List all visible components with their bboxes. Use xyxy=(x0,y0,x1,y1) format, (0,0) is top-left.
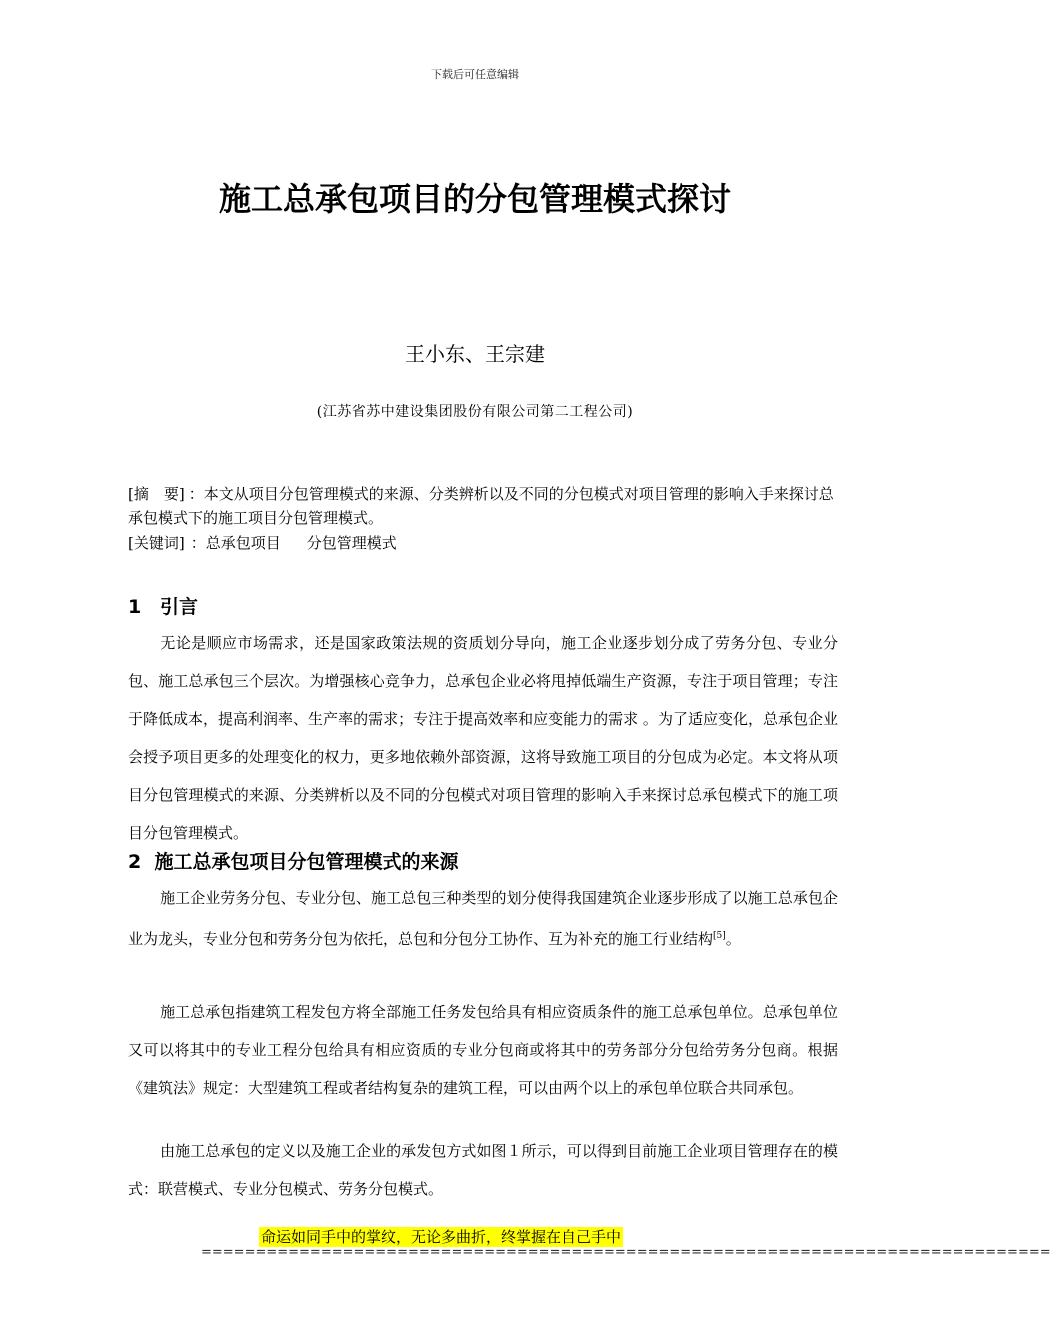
citation-ref: [5] xyxy=(713,931,726,941)
section2-paragraph-2 xyxy=(128,993,838,1107)
section2-paragraph-1 xyxy=(128,879,838,958)
section-heading-1 xyxy=(128,592,198,619)
header-note: 下载后可任意编辑 xyxy=(431,68,519,81)
affiliation: (江苏省苏中建设集团股份有限公司第二工程公司) xyxy=(316,404,634,420)
section2-paragraph-3 xyxy=(128,1132,838,1208)
section-title: 引言 xyxy=(160,596,199,618)
keywords-label: [关键词] xyxy=(128,534,185,552)
paragraph-end: 。 xyxy=(725,930,741,948)
paragraph-text: 施工总承包指建筑工程发包方将全部施工任务发包给具有相应资质条件的施工总承包单位。总承包单位又可以将其中的专业工程分包给具有相应资质的专业分包商或将其中的劳务部分分包给劳务分包商。根据《建筑法》规定：大型建筑工程或者结构复杂的建筑工程，可以由两个以上的承包单位联合共同承包。 xyxy=(128,1003,838,1097)
section-heading-2 xyxy=(128,847,458,874)
abstract-text: ：本文从项目分包管理模式的来源、分类辨析以及不同的分包模式对项目管理的影响入手来探讨总承包模式下的施工项目分包管理模式。 xyxy=(128,485,834,527)
paper-title: 施工总承包项目的分包管理模式探讨 xyxy=(218,180,731,218)
paragraph-text: 施工企业劳务分包、专业分包、施工总包三种类型的划分使得我国建筑企业逐步形成了以施工总承包企业为龙头，专业分包和劳务分包为依托，总包和分包分工协作、互为补充的施工行业结构 xyxy=(128,889,838,948)
abstract xyxy=(128,482,838,530)
footer-rule: ============================================================================== xyxy=(201,1245,1051,1260)
authors: 王小东、王宗建 xyxy=(405,342,545,366)
footer-highlight: 命运如同手中的掌纹，无论多曲折，终掌握在自己手中 xyxy=(261,1228,622,1246)
section-number: 1 xyxy=(128,596,142,618)
section-number: 2 xyxy=(128,851,142,873)
keyword-2: 分包管理模式 xyxy=(306,534,397,552)
section-title: 施工总承包项目分包管理模式的来源 xyxy=(154,851,459,873)
keywords-sep: ： xyxy=(190,534,206,552)
paragraph-text: 无论是顺应市场需求，还是国家政策法规的资质划分导向，施工企业逐步划分成了劳务分包、专业分包、施工总承包三个层次。为增强核心竞争力，总承包企业必将甩掉低端生产资源，专注于项目管理；专注于降低成本，提高利润率、生产率的需求；专注于提高效率和应变能力的需求 。为了适应变化，总承包企业会授予项目更多的处理变化的权力，更多地依赖外部资源，这将导致施工项目的分包成为必定。本文将从项目分包管理模式的来源、分类辨析以及不同的分包模式对项目管理的影响入手来探讨总承包模式下的施工项目分包管理模式。 xyxy=(128,634,838,842)
keyword-1: 总承包项目 xyxy=(205,534,281,552)
abstract-label: [摘 要] xyxy=(128,485,185,503)
keywords xyxy=(128,531,838,555)
paragraph-text: 由施工总承包的定义以及施工企业的承发包方式如图１所示，可以得到目前施工企业项目管理存在的模式：联营模式、专业分包模式、劳务分包模式。 xyxy=(128,1142,838,1198)
section1-paragraph xyxy=(128,624,838,852)
